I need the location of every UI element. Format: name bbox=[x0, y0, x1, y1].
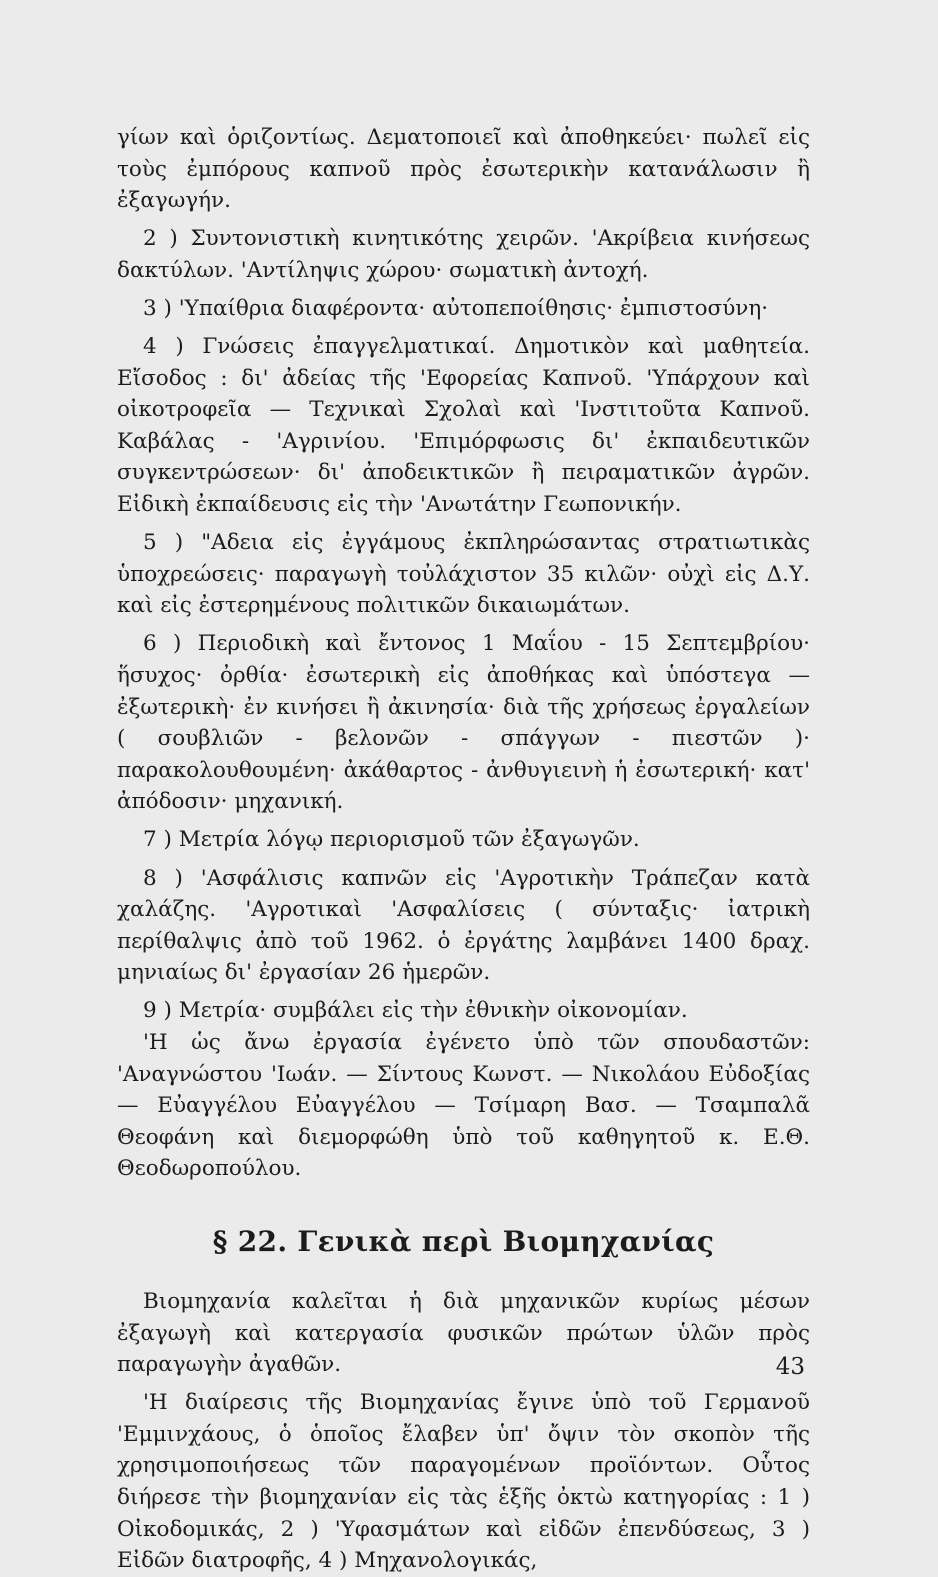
paragraph-item-8: 8 ) 'Ασφάλισις καπνῶν εἰς 'Αγροτικὴν Τράπεζαν κατὰ χαλάζης. 'Αγροτικαὶ 'Ασφαλίσεις ( σύνταξις· ἰατρικὴ περίθαλψις ἀπὸ τοῦ 1962. ὁ ἐργάτης λαμβάνει 1400 δραχ. μηνιαίως δι' ἐργασίαν 26 ἡμερῶν. bbox=[117, 865, 810, 986]
paragraph-item-2: 2 ) Συντονιστικὴ κινητικότης χειρῶν. 'Ακρίβεια κινήσεως δακτύλων. 'Αντίληψις χώρου· σωματικὴ ἀντοχή. bbox=[117, 226, 810, 283]
paragraph-industry-definition: Βιομηχανία καλεῖται ἡ διὰ μηχανικῶν κυρίως μέσων ἐξαγωγὴ καὶ κατεργασία φυσικῶν πρώτων ὑλῶν πρὸς παραγωγὴν ἀγαθῶν. bbox=[117, 1289, 810, 1378]
paragraph-item-7: 7 ) Μετρία λόγῳ περιορισμοῦ τῶν ἐξαγωγῶν. bbox=[143, 827, 640, 853]
section-heading: § 22. Γενικὰ περὶ Βιομηχανίας bbox=[212, 1225, 715, 1258]
paragraph-item-3: 3 ) 'Υπαίθρια διαφέροντα· αὐτοπεποίθησις· ἐμπιστοσύνη· bbox=[143, 295, 769, 321]
paragraph-item-4: 4 ) Γνώσεις ἐπαγγελματικαί. Δημοτικὸν καὶ μαθητεία. Εἴσοδος : δι' ἀδείας τῆς 'Εφορείας Καπνοῦ. 'Υπάρχουν καὶ οἰκοτροφεῖα — Τεχνικαὶ Σχολαὶ καὶ 'Ινστιτοῦτα Καπνοῦ. Καβάλας - 'Αγρινίου. 'Επιμόρφωσις δι' ἐκπαιδευτικῶν συγκεντρώσεων· δι' ἀποδεικτικῶν ἢ πειραματικῶν ἀγρῶν. Εἰδικὴ ἐκπαίδευσις εἰς τὴν 'Ανωτάτην Γεωπονικήν. bbox=[117, 334, 810, 518]
page-number: 43 bbox=[775, 1354, 805, 1380]
paragraph-credits: 'Η ὡς ἄνω ἐργασία ἐγένετο ὑπὸ τῶν σπουδαστῶν: 'Αναγνώστου 'Ιωάν. — Σίντους Κωνστ. — Νικολάου Εὐδοξίας — Εὐαγγέλου Εὐαγγέλου — Τσίμαρη Βασ. — Τσαμπαλᾶ Θεοφάνη καὶ διεμορφώθη ὑπὸ τοῦ καθηγητοῦ κ. Ε.Θ. Θεοδωροπούλου. bbox=[117, 1030, 810, 1182]
paragraph-continuation: γίων καὶ ὁριζοντίως. Δεματοποιεῖ καὶ ἀποθηκεύει· πωλεῖ εἰς τοὺς ἐμπόρους καπνοῦ πρὸς ἐσωτερικὴν κατανάλωσιν ἢ ἐξαγωγήν. bbox=[117, 125, 810, 214]
paragraph-item-5: 5 ) "Αδεια εἰς ἐγγάμους ἐκπληρώσαντας στρατιωτικὰς ὑποχρεώσεις· παραγωγὴ τοὐλάχιστον 35 κιλῶν· οὐχὶ εἰς Δ.Υ. καὶ εἰς ἐστερημένους πολιτικῶν δικαιωμάτων. bbox=[117, 530, 810, 619]
paragraph-item-6: 6 ) Περιοδικὴ καὶ ἔντονος 1 Μαΐου - 15 Σεπτεμβρίου· ἥσυχος· ὀρθία· ἐσωτερικὴ εἰς ἀποθήκας καὶ ὑπόστεγα — ἐξωτερικὴ· ἐν κινήσει ἢ ἀκινησία· διὰ τῆς χρήσεως ἐργαλείων ( σουβλιῶν - βελονῶν - σπάγγων - πιεστῶν )· παρακολουθουμένη· ἀκάθαρτος - ἀνθυγιεινὴ ἡ ἐσωτερική· κατ' ἀπόδοσιν· μηχανική. bbox=[117, 631, 810, 815]
paragraph-industry-classification: 'Η διαίρεσις τῆς Βιομηχανίας ἔγινε ὑπὸ τοῦ Γερμανοῦ 'Εμμινχάους, ὁ ὁποῖος ἔλαβεν ὑπ' ὄψιν τὸν σκοπὸν τῆς χρησιμοποιήσεως τῶν παραγομένων προϊόντων. Οὗτος διήρεσε τὴν βιομηχανίαν εἰς τὰς ἑξῆς ὀκτὼ κατηγορίας : 1 ) Οἰκοδομικάς, 2 ) 'Υφασμάτων καὶ εἰδῶν ἐπενδύσεως, 3 ) Εἰδῶν διατροφῆς, 4 ) Μηχανολογικάς, bbox=[117, 1390, 810, 1574]
paragraph-item-9: 9 ) Μετρία· συμβάλει εἰς τὴν ἐθνικὴν οἰκονομίαν. bbox=[143, 998, 688, 1024]
